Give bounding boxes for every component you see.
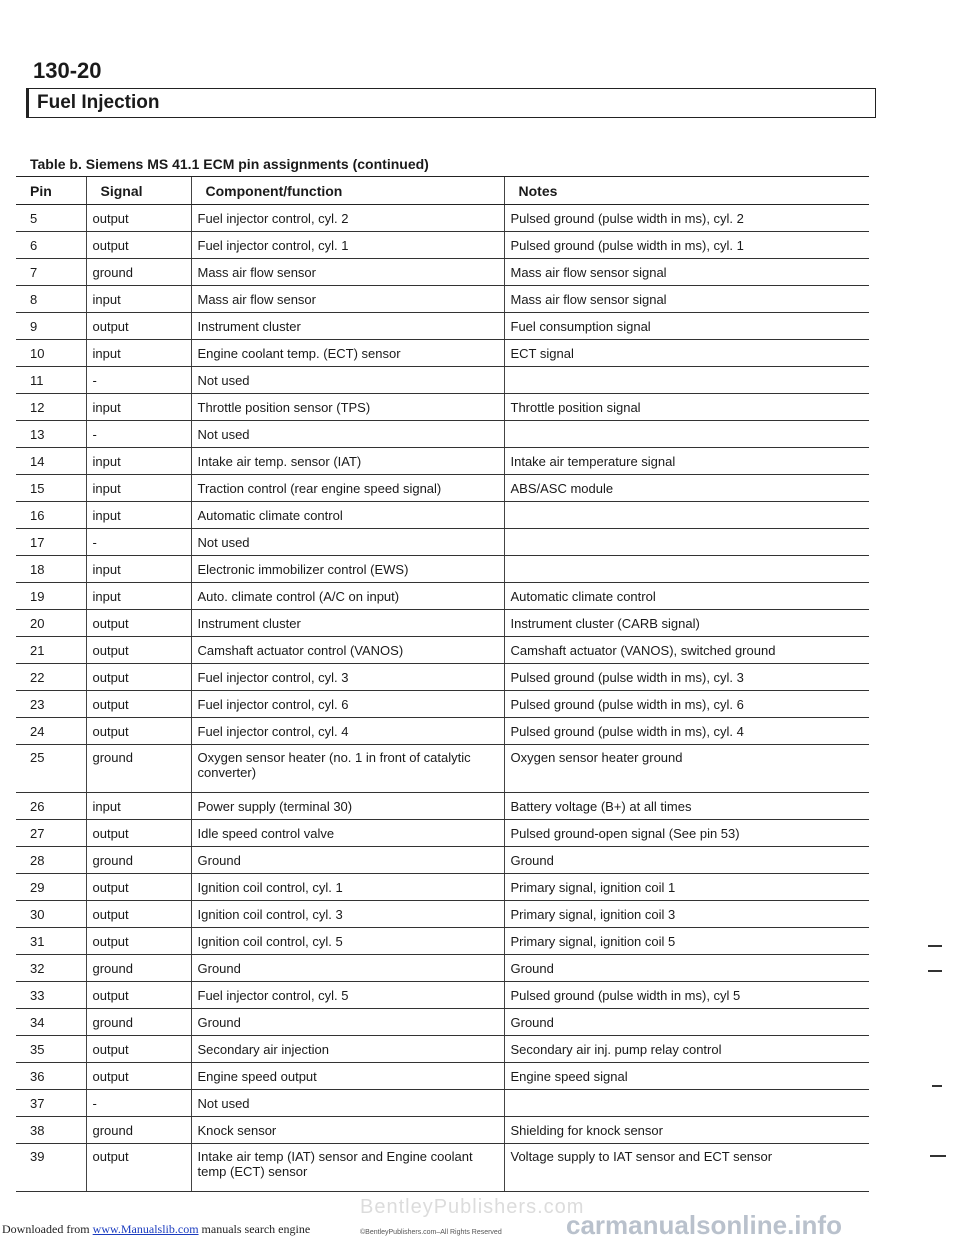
notes-cell bbox=[504, 1090, 869, 1117]
table-row bbox=[16, 367, 869, 394]
signal-cell: input bbox=[86, 475, 191, 502]
signal-cell: output bbox=[86, 232, 191, 259]
table-row bbox=[16, 955, 869, 982]
signal-cell: output bbox=[86, 691, 191, 718]
notes-cell bbox=[504, 529, 869, 556]
table-row bbox=[16, 610, 869, 637]
component-cell: Fuel injector control, cyl. 5 bbox=[191, 982, 504, 1009]
component-cell: Not used bbox=[191, 529, 504, 556]
signal-cell: output bbox=[86, 1063, 191, 1090]
notes-cell: Primary signal, ignition coil 5 bbox=[504, 928, 869, 955]
component-cell: Ignition coil control, cyl. 3 bbox=[191, 901, 504, 928]
table-body bbox=[16, 205, 869, 1192]
signal-cell: ground bbox=[86, 259, 191, 286]
section-header bbox=[26, 88, 876, 118]
component-cell: Engine coolant temp. (ECT) sensor bbox=[191, 340, 504, 367]
signal-cell: output bbox=[86, 982, 191, 1009]
pin-cell: 21 bbox=[16, 637, 86, 664]
component-cell: Ground bbox=[191, 847, 504, 874]
component-cell: Throttle position sensor (TPS) bbox=[191, 394, 504, 421]
table-row bbox=[16, 982, 869, 1009]
pin-cell: 27 bbox=[16, 820, 86, 847]
notes-cell bbox=[504, 367, 869, 394]
signal-cell: output bbox=[86, 664, 191, 691]
table-row bbox=[16, 637, 869, 664]
pin-cell: 33 bbox=[16, 982, 86, 1009]
notes-cell bbox=[504, 556, 869, 583]
notes-cell: Primary signal, ignition coil 3 bbox=[504, 901, 869, 928]
pin-cell: 10 bbox=[16, 340, 86, 367]
component-cell: Fuel injector control, cyl. 6 bbox=[191, 691, 504, 718]
component-cell: Knock sensor bbox=[191, 1117, 504, 1144]
download-prefix: Downloaded from bbox=[2, 1222, 90, 1236]
pin-cell: 31 bbox=[16, 928, 86, 955]
signal-cell: ground bbox=[86, 745, 191, 793]
site-logo: carmanualsonline.info bbox=[566, 1210, 842, 1240]
pin-cell: 38 bbox=[16, 1117, 86, 1144]
notes-cell: Pulsed ground (pulse width in ms), cyl. 6 bbox=[504, 691, 869, 718]
table-row bbox=[16, 718, 869, 745]
margin-mark bbox=[928, 970, 942, 972]
notes-cell bbox=[504, 502, 869, 529]
download-suffix: manuals search engine bbox=[201, 1222, 311, 1236]
pin-cell: 20 bbox=[16, 610, 86, 637]
table-row bbox=[16, 793, 869, 820]
component-cell: Secondary air injection bbox=[191, 1036, 504, 1063]
signal-cell: input bbox=[86, 394, 191, 421]
notes-cell: Pulsed ground (pulse width in ms), cyl. 1 bbox=[504, 232, 869, 259]
component-cell: Instrument cluster bbox=[191, 313, 504, 340]
notes-cell: Pulsed ground (pulse width in ms), cyl 5 bbox=[504, 982, 869, 1009]
pin-cell: 11 bbox=[16, 367, 86, 394]
pin-cell: 19 bbox=[16, 583, 86, 610]
pin-cell: 36 bbox=[16, 1063, 86, 1090]
component-cell: Oxygen sensor heater (no. 1 in front of catalytic converter) bbox=[191, 745, 504, 793]
pin-cell: 15 bbox=[16, 475, 86, 502]
component-cell: Ignition coil control, cyl. 5 bbox=[191, 928, 504, 955]
notes-cell: Camshaft actuator (VANOS), switched ground bbox=[504, 637, 869, 664]
table-row bbox=[16, 313, 869, 340]
pin-cell: 13 bbox=[16, 421, 86, 448]
pin-cell: 26 bbox=[16, 793, 86, 820]
component-cell: Power supply (terminal 30) bbox=[191, 793, 504, 820]
table-row bbox=[16, 448, 869, 475]
notes-cell: Fuel consumption signal bbox=[504, 313, 869, 340]
signal-cell: output bbox=[86, 1036, 191, 1063]
pin-cell: 32 bbox=[16, 955, 86, 982]
pin-assignment-table bbox=[16, 176, 869, 1192]
pin-cell: 9 bbox=[16, 313, 86, 340]
component-cell: Instrument cluster bbox=[191, 610, 504, 637]
table-row bbox=[16, 664, 869, 691]
table-row bbox=[16, 340, 869, 367]
signal-cell: ground bbox=[86, 955, 191, 982]
table-row bbox=[16, 1063, 869, 1090]
signal-cell: - bbox=[86, 367, 191, 394]
pin-cell: 7 bbox=[16, 259, 86, 286]
pin-cell: 8 bbox=[16, 286, 86, 313]
table-row bbox=[16, 502, 869, 529]
section-title: Fuel Injection bbox=[37, 92, 160, 113]
notes-cell: Pulsed ground (pulse width in ms), cyl. 4 bbox=[504, 718, 869, 745]
signal-cell: - bbox=[86, 529, 191, 556]
notes-cell: Primary signal, ignition coil 1 bbox=[504, 874, 869, 901]
pin-cell: 28 bbox=[16, 847, 86, 874]
signal-cell: output bbox=[86, 718, 191, 745]
signal-cell: output bbox=[86, 313, 191, 340]
pin-cell: 14 bbox=[16, 448, 86, 475]
table-row bbox=[16, 529, 869, 556]
component-cell: Not used bbox=[191, 421, 504, 448]
notes-cell: Mass air flow sensor signal bbox=[504, 286, 869, 313]
component-cell: Fuel injector control, cyl. 3 bbox=[191, 664, 504, 691]
signal-cell: input bbox=[86, 340, 191, 367]
signal-cell: ground bbox=[86, 1117, 191, 1144]
table-caption: Table b. Siemens MS 41.1 ECM pin assignments (continued) bbox=[30, 156, 429, 172]
table-row bbox=[16, 286, 869, 313]
table-row bbox=[16, 1117, 869, 1144]
notes-cell: Ground bbox=[504, 955, 869, 982]
component-cell: Intake air temp. sensor (IAT) bbox=[191, 448, 504, 475]
notes-cell: Engine speed signal bbox=[504, 1063, 869, 1090]
component-cell: Not used bbox=[191, 1090, 504, 1117]
signal-cell: input bbox=[86, 448, 191, 475]
signal-cell: - bbox=[86, 421, 191, 448]
component-cell: Traction control (rear engine speed signal) bbox=[191, 475, 504, 502]
signal-cell: output bbox=[86, 901, 191, 928]
component-cell: Idle speed control valve bbox=[191, 820, 504, 847]
component-cell: Ground bbox=[191, 955, 504, 982]
notes-cell: Pulsed ground (pulse width in ms), cyl. 2 bbox=[504, 205, 869, 232]
component-cell: Intake air temp (IAT) sensor and Engine coolant temp (ECT) sensor bbox=[191, 1144, 504, 1192]
signal-cell: - bbox=[86, 1090, 191, 1117]
pin-cell: 35 bbox=[16, 1036, 86, 1063]
table-row bbox=[16, 205, 869, 232]
publisher-watermark: BentleyPublishers.com bbox=[360, 1196, 585, 1218]
component-cell: Ignition coil control, cyl. 1 bbox=[191, 874, 504, 901]
table-row bbox=[16, 1009, 869, 1036]
signal-cell: output bbox=[86, 610, 191, 637]
table-header-row bbox=[16, 177, 869, 205]
table-row bbox=[16, 928, 869, 955]
component-cell: Electronic immobilizer control (EWS) bbox=[191, 556, 504, 583]
component-cell: Fuel injector control, cyl. 1 bbox=[191, 232, 504, 259]
margin-mark bbox=[928, 945, 942, 947]
component-cell: Mass air flow sensor bbox=[191, 259, 504, 286]
pin-cell: 34 bbox=[16, 1009, 86, 1036]
copyright-text: ©BentleyPublishers.com–All Rights Reserved bbox=[360, 1229, 502, 1236]
notes-cell bbox=[504, 421, 869, 448]
signal-cell: output bbox=[86, 1144, 191, 1192]
notes-cell: Shielding for knock sensor bbox=[504, 1117, 869, 1144]
table-row bbox=[16, 583, 869, 610]
table-row bbox=[16, 421, 869, 448]
table-row bbox=[16, 847, 869, 874]
component-cell: Automatic climate control bbox=[191, 502, 504, 529]
signal-cell: input bbox=[86, 583, 191, 610]
table-row bbox=[16, 259, 869, 286]
signal-cell: output bbox=[86, 637, 191, 664]
signal-cell: ground bbox=[86, 847, 191, 874]
notes-cell: Instrument cluster (CARB signal) bbox=[504, 610, 869, 637]
notes-cell: Automatic climate control bbox=[504, 583, 869, 610]
download-footer bbox=[2, 1222, 310, 1237]
signal-cell: output bbox=[86, 820, 191, 847]
pin-cell: 30 bbox=[16, 901, 86, 928]
column-header-pin: Pin bbox=[16, 177, 86, 205]
component-cell: Camshaft actuator control (VANOS) bbox=[191, 637, 504, 664]
table-row bbox=[16, 556, 869, 583]
table-row bbox=[16, 691, 869, 718]
table-row bbox=[16, 874, 869, 901]
component-cell: Not used bbox=[191, 367, 504, 394]
table-row bbox=[16, 901, 869, 928]
pin-cell: 6 bbox=[16, 232, 86, 259]
component-cell: Engine speed output bbox=[191, 1063, 504, 1090]
notes-cell: Battery voltage (B+) at all times bbox=[504, 793, 869, 820]
pin-cell: 37 bbox=[16, 1090, 86, 1117]
notes-cell: Pulsed ground (pulse width in ms), cyl. 3 bbox=[504, 664, 869, 691]
signal-cell: input bbox=[86, 793, 191, 820]
pin-cell: 24 bbox=[16, 718, 86, 745]
signal-cell: output bbox=[86, 928, 191, 955]
table-row bbox=[16, 745, 869, 793]
component-cell: Fuel injector control, cyl. 4 bbox=[191, 718, 504, 745]
manualslib-link[interactable]: www.Manualslib.com bbox=[92, 1222, 199, 1236]
notes-cell: Intake air temperature signal bbox=[504, 448, 869, 475]
pin-cell: 29 bbox=[16, 874, 86, 901]
pin-cell: 16 bbox=[16, 502, 86, 529]
signal-cell: input bbox=[86, 556, 191, 583]
component-cell: Ground bbox=[191, 1009, 504, 1036]
pin-cell: 17 bbox=[16, 529, 86, 556]
pin-cell: 25 bbox=[16, 745, 86, 793]
notes-cell: Oxygen sensor heater ground bbox=[504, 745, 869, 793]
pin-cell: 22 bbox=[16, 664, 86, 691]
table-row bbox=[16, 1144, 869, 1192]
notes-cell: ECT signal bbox=[504, 340, 869, 367]
signal-cell: ground bbox=[86, 1009, 191, 1036]
column-header-signal: Signal bbox=[86, 177, 191, 205]
notes-cell: Pulsed ground-open signal (See pin 53) bbox=[504, 820, 869, 847]
margin-mark bbox=[932, 1085, 942, 1087]
column-header-component: Component/function bbox=[191, 177, 504, 205]
pin-cell: 39 bbox=[16, 1144, 86, 1192]
page-number: 130-20 bbox=[33, 58, 102, 83]
notes-cell: Ground bbox=[504, 1009, 869, 1036]
table-row bbox=[16, 1090, 869, 1117]
signal-cell: output bbox=[86, 205, 191, 232]
pin-cell: 23 bbox=[16, 691, 86, 718]
component-cell: Fuel injector control, cyl. 2 bbox=[191, 205, 504, 232]
column-header-notes: Notes bbox=[504, 177, 869, 205]
signal-cell: input bbox=[86, 286, 191, 313]
table-row bbox=[16, 820, 869, 847]
notes-cell: Voltage supply to IAT sensor and ECT sensor bbox=[504, 1144, 869, 1192]
table-row bbox=[16, 475, 869, 502]
table-row bbox=[16, 1036, 869, 1063]
notes-cell: Mass air flow sensor signal bbox=[504, 259, 869, 286]
pin-cell: 18 bbox=[16, 556, 86, 583]
component-cell: Auto. climate control (A/C on input) bbox=[191, 583, 504, 610]
signal-cell: output bbox=[86, 874, 191, 901]
component-cell: Mass air flow sensor bbox=[191, 286, 504, 313]
margin-mark bbox=[930, 1155, 946, 1157]
notes-cell: Secondary air inj. pump relay control bbox=[504, 1036, 869, 1063]
notes-cell: ABS/ASC module bbox=[504, 475, 869, 502]
table-row bbox=[16, 232, 869, 259]
notes-cell: Ground bbox=[504, 847, 869, 874]
notes-cell: Throttle position signal bbox=[504, 394, 869, 421]
pin-cell: 5 bbox=[16, 205, 86, 232]
signal-cell: input bbox=[86, 502, 191, 529]
pin-cell: 12 bbox=[16, 394, 86, 421]
table-row bbox=[16, 394, 869, 421]
